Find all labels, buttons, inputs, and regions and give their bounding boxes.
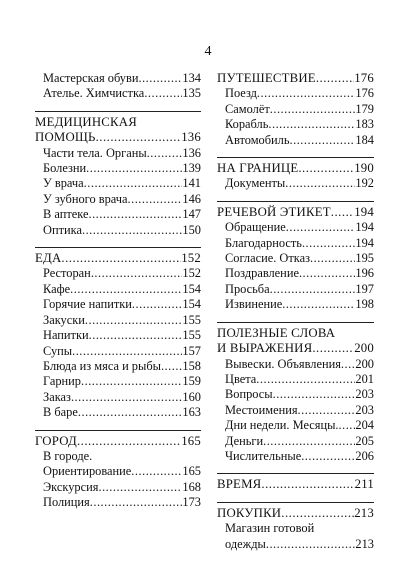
toc-label: В городе. [43,448,93,463]
toc-label: Блюда из мяса и рыбы [43,358,161,373]
toc-label: Горячие напитки [43,297,132,312]
dot-leader [147,146,183,161]
toc-page-ref: 184 [355,132,374,147]
toc-entry [35,266,201,281]
toc-page-ref: 213 [355,536,374,551]
toc-page-ref: 200 [355,356,374,371]
toc-section [217,322,374,465]
dot-leader [301,449,355,464]
toc-heading [217,341,374,356]
dot-leader [85,313,183,328]
dot-leader [270,102,356,117]
toc-entry [35,344,201,359]
toc-label: Местоимения [225,402,298,417]
toc-entry [35,359,201,374]
toc-label: Просьба [225,281,270,296]
toc-page-ref: 194 [354,204,374,219]
toc-label: ВРЕМЯ [217,477,262,492]
toc-label: ЕДА [35,251,62,266]
dot-leader [270,282,356,297]
toc-entry [35,282,201,297]
dot-leader [310,251,355,266]
toc-page-ref: 200 [354,341,374,356]
dot-leader [273,387,356,402]
toc-page-ref: 159 [182,374,201,389]
toc-entry [217,86,374,101]
toc-entry [217,372,374,387]
toc-entry [217,220,374,235]
dot-leader [90,495,183,510]
toc-label: Обращение [225,220,286,235]
toc-page-ref: 152 [181,251,201,266]
dot-leader [299,266,355,281]
toc-page-ref: 163 [182,405,201,420]
toc-label: Цвета [225,371,257,386]
toc-page-ref: 158 [182,358,201,373]
dot-leader [81,374,182,389]
dot-leader [268,117,355,132]
toc-entry [35,192,201,207]
toc-label: ПОМОЩЬ [35,130,96,145]
toc-page-ref: 154 [182,281,201,296]
toc-page-ref: 190 [354,161,374,176]
toc-label: И ВЫРАЖЕНИЯ [217,341,313,356]
toc-page-ref: 176 [355,86,374,101]
toc-label: Полиция [43,495,90,510]
toc-label: Поезд [225,86,257,101]
toc-label: Кафе [43,281,71,296]
dot-leader [302,236,355,251]
toc-entry [217,251,374,266]
dot-leader [84,176,183,191]
toc-page-ref: 213 [354,505,374,520]
toc-entry [217,297,374,312]
dot-leader [88,207,182,222]
toc-heading [217,71,374,86]
toc-entry [217,418,374,433]
toc-label: У врача [43,176,84,191]
dot-leader [281,506,354,521]
toc-heading [35,115,201,130]
toc-page-ref: 196 [355,266,374,281]
toc-page-ref: 204 [355,418,374,433]
toc-page-ref: 136 [182,145,201,160]
toc-entry [217,449,374,464]
toc-entry [35,207,201,222]
toc-label: Ориентирование [43,464,132,479]
toc-entry [217,403,374,418]
toc-label: Заказ [43,389,71,404]
toc-page-ref: 150 [182,222,201,237]
dot-leader [72,344,182,359]
toc-label: Благодарность [225,235,302,250]
toc-entry [217,387,374,402]
toc-label: Оптика [43,222,82,237]
toc-heading [217,477,374,492]
toc-page-ref: 157 [182,343,201,358]
toc-label: Числительные [225,448,302,463]
toc-page-ref: 197 [355,281,374,296]
dot-leader [128,192,183,207]
toc-section [35,247,201,420]
toc-heading [35,251,201,266]
toc-page-ref: 152 [182,266,201,281]
dot-leader [82,223,182,238]
toc-entry [35,71,201,86]
toc-label: ГОРОД [35,433,77,448]
toc-entry [217,117,374,132]
toc-label: Экскурсия [43,479,99,494]
toc-entry [35,464,201,479]
dot-leader [138,71,182,86]
toc-label: Болезни [43,161,87,176]
toc-entry [35,390,201,405]
dot-leader [331,205,354,220]
toc-section [217,157,374,192]
dot-leader [61,251,181,266]
toc-section [217,201,374,313]
toc-entry [35,86,201,101]
toc-page-ref: 135 [182,86,201,101]
toc-page-ref: 179 [355,101,374,116]
toc-entry [217,537,374,552]
toc-label: Деньги [225,433,264,448]
toc-entry [35,480,201,495]
toc-heading [217,326,374,341]
toc-page-ref: 160 [182,389,201,404]
toc-heading [217,205,374,220]
toc-entry [35,223,201,238]
dot-leader [316,71,354,86]
dot-leader [77,434,181,449]
dot-leader [298,403,356,418]
toc-page-ref: 155 [182,312,201,327]
toc-label: Ресторан [43,266,91,281]
toc-page-ref: 168 [182,479,201,494]
toc-entry [217,236,374,251]
dot-leader [71,390,182,405]
toc-page-ref: 201 [355,371,374,386]
toc-page-ref: 192 [355,176,374,191]
dot-leader [312,341,354,356]
toc-page-ref: 147 [182,207,201,222]
toc-page-ref: 155 [182,328,201,343]
toc-page-ref: 165 [182,464,201,479]
dot-leader [98,480,182,495]
toc-page-ref: 173 [182,495,201,510]
toc-entry [217,176,374,191]
toc-entry [35,374,201,389]
toc-page-ref: 154 [182,297,201,312]
toc-label: Закуски [43,312,85,327]
toc-heading [35,130,201,145]
toc-page-ref: 136 [181,130,201,145]
dot-leader [285,176,355,191]
toc-section [35,71,201,102]
dot-leader [86,161,182,176]
toc-label: Части тела. Органы [43,145,147,160]
toc-page-ref: 183 [355,117,374,132]
toc-label: Согласие. Отказ [225,251,311,266]
dot-leader [70,282,182,297]
toc-label: Извинение [225,297,283,312]
dot-leader [290,133,356,148]
toc-page-ref: 195 [355,251,374,266]
toc-entry [35,313,201,328]
toc-page-ref: 206 [355,448,374,463]
dot-leader [341,357,356,372]
toc-entry [217,282,374,297]
toc-page-ref: 205 [355,433,374,448]
toc-page-ref: 194 [355,220,374,235]
dot-leader [257,86,355,101]
toc-page-ref: 146 [182,191,201,206]
dot-leader [132,297,182,312]
dot-leader [78,405,183,420]
dot-leader [91,266,183,281]
toc-page-ref: 139 [182,161,201,176]
toc-section [35,430,201,511]
toc-label: Вывески. Объявления [225,356,341,371]
toc-label: У зубного врача [43,191,128,206]
toc-entry [217,102,374,117]
toc-label: ПОЛЕЗНЫЕ СЛОВА [217,325,336,340]
toc-label: Самолёт [225,101,270,116]
toc-label: Поздравление [225,266,299,281]
toc-page-ref: 141 [182,176,201,191]
dot-leader [298,161,354,176]
toc-entry [217,521,374,536]
toc-label: Гарнир [43,374,82,389]
toc-label: МЕДИЦИНСКАЯ [35,114,137,129]
toc-label: РЕЧЕВОЙ ЭТИКЕТ [217,204,331,219]
toc-label: Напитки [43,328,89,343]
toc-label: В баре [43,405,78,420]
toc-entry [35,297,201,312]
toc-entry [217,133,374,148]
toc-label: ПУТЕШЕСТВИЕ [217,71,316,85]
toc-label: одежды [225,536,266,551]
toc-label: Корабль [225,117,269,132]
dot-leader [256,372,355,387]
toc-entry [35,146,201,161]
toc-heading [35,434,201,449]
toc-column-left [35,71,201,520]
dot-leader [89,328,183,343]
toc-label: Документы [225,176,286,191]
toc-section [217,502,374,552]
toc-entry [217,357,374,372]
toc-entry [35,449,201,464]
toc-section [35,111,201,238]
toc-label: НА ГРАНИЦЕ [217,161,299,176]
toc-page-ref: 211 [354,477,374,492]
toc-label: В аптеке [43,207,89,222]
toc-entry [35,176,201,191]
dot-leader [339,418,356,433]
dot-leader [96,130,182,145]
toc-page-ref: 198 [355,297,374,312]
toc-label: Магазин готовой [225,521,315,536]
toc-entry [35,161,201,176]
dot-leader [286,220,356,235]
toc-entry [217,266,374,281]
dot-leader [266,537,356,552]
toc-page-ref: 194 [355,235,374,250]
toc-page-ref: 203 [355,387,374,402]
toc-column-right [217,71,374,561]
toc-label: Автомобиль [225,132,290,147]
toc-page-ref: 134 [182,71,201,85]
dot-leader [161,359,182,374]
toc-entry [35,328,201,343]
dot-leader [263,434,355,449]
toc-label: Ателье. Химчистка [43,86,145,101]
toc-page-ref: 176 [354,71,374,85]
page-number: 4 [204,44,212,59]
toc-heading [217,161,374,176]
toc-entry [35,495,201,510]
toc-label: Супы [43,343,73,358]
toc-page-ref: 165 [181,433,201,448]
toc-entry [35,405,201,420]
toc-label: Вопросы [225,387,273,402]
toc-label: Дни недели. Месяцы. [225,418,339,433]
toc-entry [217,434,374,449]
dot-leader [144,86,182,101]
toc-heading [217,506,374,521]
toc-section [217,473,374,492]
dot-leader [261,477,354,492]
dot-leader [131,464,182,479]
toc-section [217,71,374,148]
toc-label: ПОКУПКИ [217,505,282,520]
toc-page-ref: 203 [355,402,374,417]
dot-leader [282,297,355,312]
toc-label: Мастерская обуви [43,71,139,85]
